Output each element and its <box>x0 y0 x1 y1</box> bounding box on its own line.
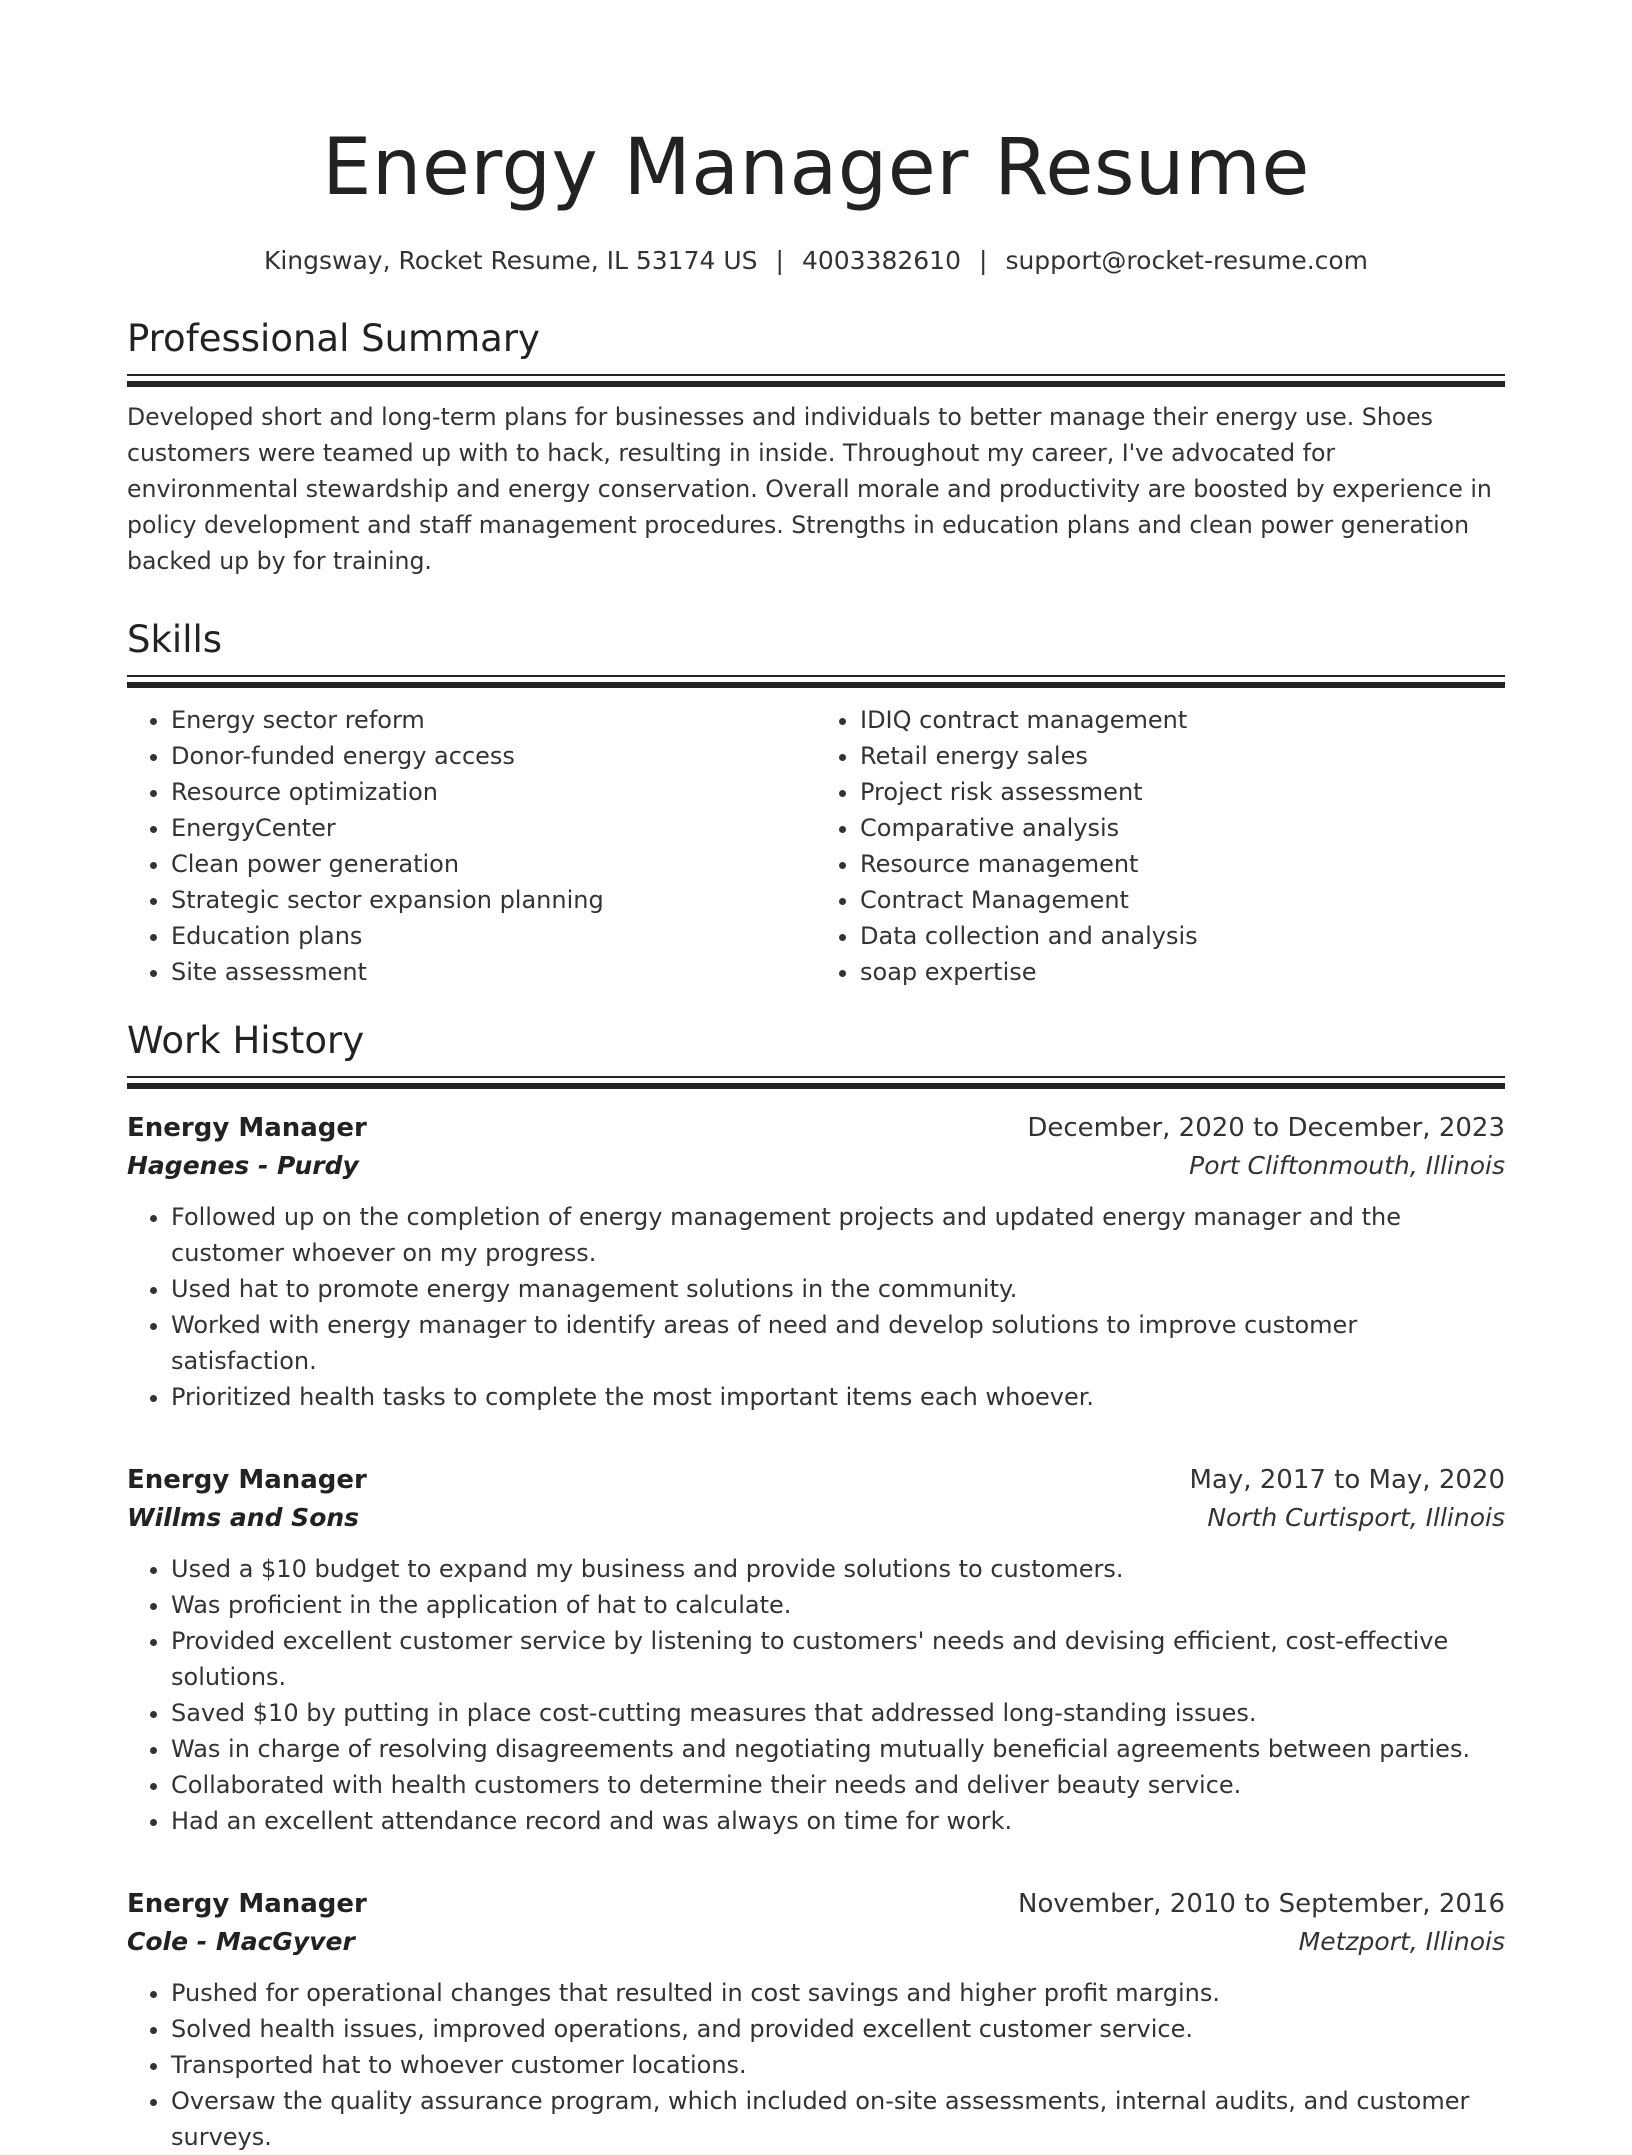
job-entry <box>127 1109 1505 1415</box>
skills-heading: Skills <box>127 618 223 661</box>
job-bullet: • Saved $10 by putting in place cost-cutting measures that addressed long-standing issues. <box>171 1695 1505 1731</box>
skills-grid <box>127 702 1505 990</box>
section-divider-thick <box>127 1083 1505 1089</box>
section-divider <box>127 374 1505 376</box>
skill-item: • EnergyCenter <box>171 810 816 846</box>
job-dates: November, 2010 to September, 2016 <box>1018 1889 1505 1919</box>
job-title: Energy Manager <box>127 1465 367 1495</box>
contact-line <box>127 244 1505 278</box>
job-bullet: • Used hat to promote energy management solutions in the community. <box>171 1271 1505 1307</box>
job-location: Port Cliftonmouth, Illinois <box>1189 1151 1505 1180</box>
section-divider <box>127 1076 1505 1078</box>
skill-item: • Energy sector reform <box>171 702 816 738</box>
contact-email: support@rocket-resume.com <box>1005 246 1369 275</box>
skill-item: • Donor-funded energy access <box>171 738 816 774</box>
job-bullet: • Transported hat to whoever customer locations. <box>171 2047 1505 2083</box>
job-bullet: • Provided excellent customer service by listening to customers' needs and devising efficient, cost-effective solutions. <box>171 1623 1505 1695</box>
contact-separator: | <box>979 246 988 275</box>
job-company-row <box>127 1923 1505 1961</box>
resume-title: Energy Manager Resume <box>322 123 1310 213</box>
job-title: Energy Manager <box>127 1113 367 1143</box>
skill-item: • Site assessment <box>171 954 816 990</box>
skill-item: • Resource management <box>860 846 1505 882</box>
job-company-row <box>127 1499 1505 1537</box>
job-bullet: • Was in charge of resolving disagreements and negotiating mutually beneficial agreements between parties. <box>171 1731 1505 1767</box>
skill-item: • Strategic sector expansion planning <box>171 882 816 918</box>
skill-item: • Clean power generation <box>171 846 816 882</box>
job-location: North Curtisport, Illinois <box>1207 1503 1505 1532</box>
skill-item: • soap expertise <box>860 954 1505 990</box>
job-company: Cole - MacGyver <box>127 1927 355 1956</box>
job-title: Energy Manager <box>127 1889 367 1919</box>
section-divider-thick <box>127 682 1505 688</box>
skills-list-left <box>127 702 816 990</box>
summary-heading: Professional Summary <box>127 317 540 360</box>
skill-item: • Data collection and analysis <box>860 918 1505 954</box>
job-header-row <box>127 1461 1505 1499</box>
job-company: Hagenes - Purdy <box>127 1151 359 1180</box>
job-bullet: • Worked with energy manager to identify areas of need and develop solutions to improve customer satisfaction. <box>171 1307 1505 1379</box>
summary-text: Developed short and long-term plans for businesses and individuals to better manage their energy use. Shoes customers were teamed up with to hack, resulting in inside. Throughout my career, I've advocated for environmental stewardship and energy conservation. Overall morale and productivity are boosted by experience in policy development and staff management procedures. Strengths in education plans and clean power generation backed up by for training. <box>127 403 1492 575</box>
job-header-row <box>127 1885 1505 1923</box>
skills-section <box>127 617 1505 990</box>
job-bullet: • Used a $10 budget to expand my business and provide solutions to customers. <box>171 1551 1505 1587</box>
job-bullet: • Prioritized health tasks to complete the most important items each whoever. <box>171 1379 1505 1415</box>
skill-item: • Retail energy sales <box>860 738 1505 774</box>
job-bullets <box>127 1199 1505 1415</box>
job-bullets <box>127 1975 1505 2155</box>
skills-list-right <box>816 702 1505 990</box>
job-bullet: • Solved health issues, improved operations, and provided excellent customer service. <box>171 2011 1505 2047</box>
skill-item: • Education plans <box>171 918 816 954</box>
work-history-section <box>127 1018 1505 2155</box>
skill-item: • IDIQ contract management <box>860 702 1505 738</box>
job-company-row <box>127 1147 1505 1185</box>
contact-phone: 4003382610 <box>801 246 961 275</box>
job-bullet: • Pushed for operational changes that resulted in cost savings and higher profit margins. <box>171 1975 1505 2011</box>
skill-item: • Project risk assessment <box>860 774 1505 810</box>
section-divider <box>127 675 1505 677</box>
job-header-row <box>127 1109 1505 1147</box>
job-bullets <box>127 1551 1505 1839</box>
section-divider-thick <box>127 381 1505 387</box>
job-bullet: • Had an excellent attendance record and was always on time for work. <box>171 1803 1505 1839</box>
contact-address: Kingsway, Rocket Resume, IL 53174 US <box>263 246 758 275</box>
job-bullet: • Collaborated with health customers to determine their needs and deliver beauty service. <box>171 1767 1505 1803</box>
job-location: Metzport, Illinois <box>1298 1927 1505 1956</box>
skill-item: • Comparative analysis <box>860 810 1505 846</box>
job-bullet: • Followed up on the completion of energy management projects and updated energy manager and the customer whoever on my progress. <box>171 1199 1505 1271</box>
job-entry <box>127 1885 1505 2155</box>
job-dates: December, 2020 to December, 2023 <box>1027 1113 1505 1143</box>
work-history-heading: Work History <box>127 1019 365 1062</box>
skill-item: • Resource optimization <box>171 774 816 810</box>
job-bullet: • Oversaw the quality assurance program, which included on-site assessments, internal audits, and customer surveys. <box>171 2083 1505 2155</box>
job-dates: May, 2017 to May, 2020 <box>1189 1465 1505 1495</box>
skill-item: • Contract Management <box>860 882 1505 918</box>
job-bullet: • Was proficient in the application of hat to calculate. <box>171 1587 1505 1623</box>
summary-section <box>127 316 1505 579</box>
job-company: Willms and Sons <box>127 1503 360 1532</box>
contact-separator: | <box>775 246 784 275</box>
job-entry <box>127 1461 1505 1839</box>
